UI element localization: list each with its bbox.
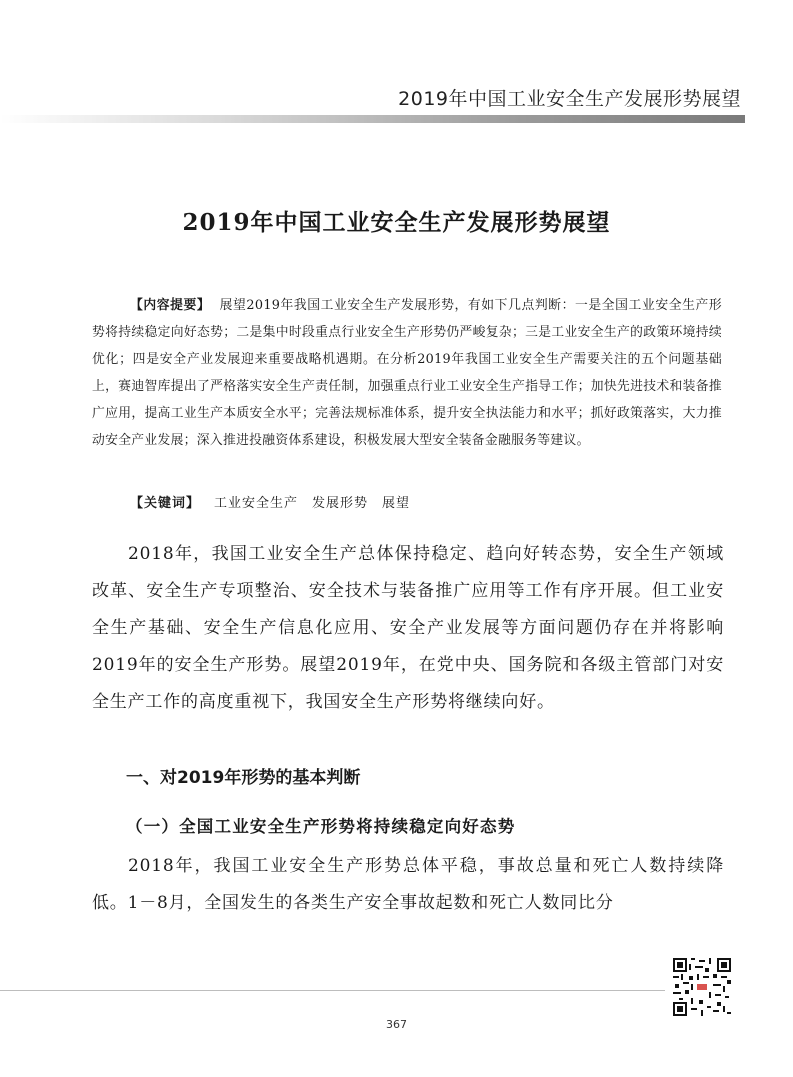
page-number: 367 — [386, 1018, 407, 1031]
keyword: 展望 — [382, 496, 411, 511]
document-title: 2019年中国工业安全生产发展形势展望 — [182, 209, 611, 236]
body-paragraph: 2018年，我国工业安全生产总体保持稳定、趋向好转态势，安全生产领域改革、安全生产专项整治、安全技术与装备推广应用等工作有序开展。但工业安全生产基础、安全生产信息化应用、安全产业发展等方面问题仍存在并将影响2019年的安全生产形势。展望2019年，在党中央、国务院和各级主管部门对安全生产工作的高度重视下，我国安全生产形势将继续向好。 — [92, 544, 724, 712]
keyword: 工业安全生产 — [214, 496, 299, 511]
header-rule — [0, 115, 745, 123]
running-header-title: 2019年中国工业安全生产发展形势展望 — [398, 88, 741, 110]
footer-rule — [0, 990, 665, 991]
keyword: 发展形势 — [312, 496, 369, 511]
abstract-label: 【内容提要】 — [130, 298, 211, 313]
abstract — [92, 292, 722, 454]
section-heading: 一、对2019年形势的基本判断 — [126, 768, 361, 788]
keywords-label: 【关键词】 — [130, 496, 201, 511]
subsection-heading: （一）全国工业安全生产形势将持续稳定向好态势 — [126, 817, 516, 836]
qr-code[interactable] — [673, 958, 731, 1016]
abstract-text: 展望2019年我国工业安全生产发展形势，有如下几点判断：一是全国工业安全生产形势将持续稳定向好态势；二是集中时段重点行业安全生产形势仍严峻复杂；三是工业安全生产的政策环境持续优化；四是安全产业发展迎来重要战略机遇期。在分析2019年我国工业安全生产需要关注的五个问题基础上，赛迪智库提出了严格落实安全生产责任制，加强重点行业工业安全生产指导工作；加快先进技术和装备推广应用，提高工业生产本质安全水平；完善法规标准体系，提升安全执法能力和水平；抓好政策落实，大力推动安全产业发展；深入推进投融资体系建设，积极发展大型安全装备金融服务等建议。 — [92, 298, 722, 448]
keywords — [130, 492, 410, 511]
body-paragraph: 2018年，我国工业安全生产形势总体平稳，事故总量和死亡人数持续降低。1－8月，全国发生的各类生产安全事故起数和死亡人数同比分 — [92, 856, 724, 913]
